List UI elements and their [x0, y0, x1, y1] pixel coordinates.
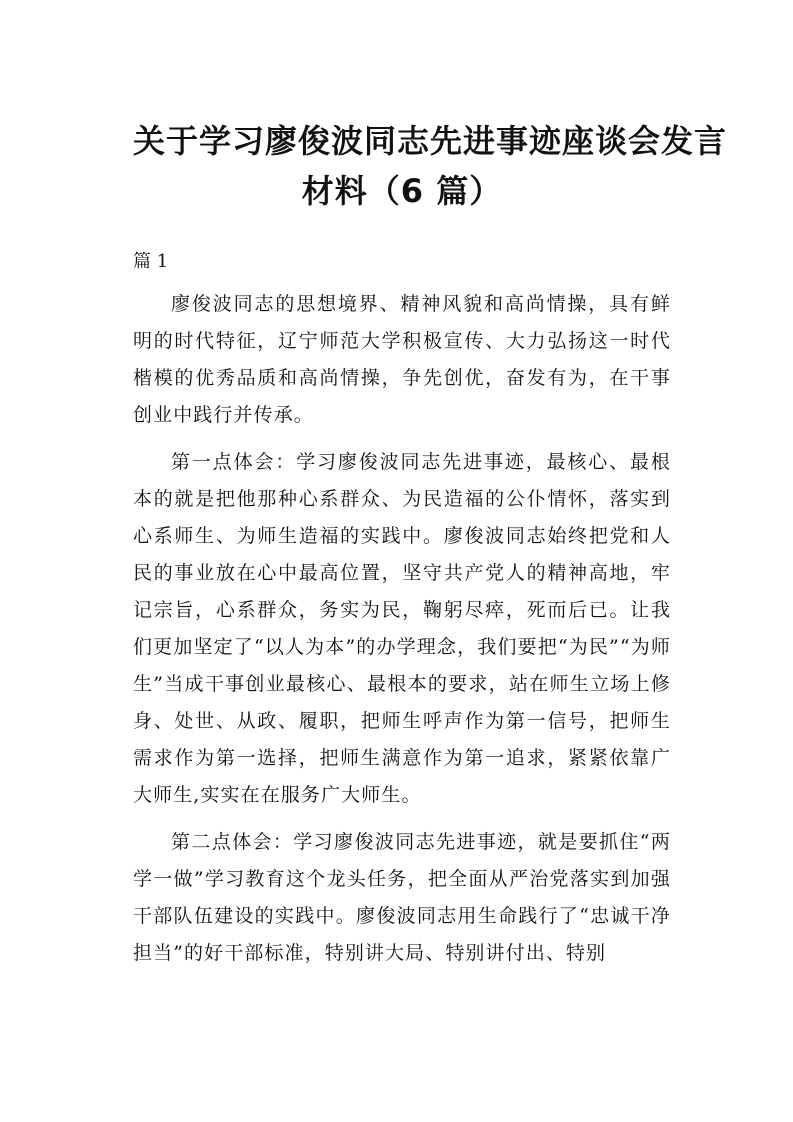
section-label: 篇 1 — [133, 251, 169, 272]
paragraph-first-insight: 第一点体会：学习廖俊波同志先进事迹，最核心、最根本的就是把他那种心系群众、为民造福的公仆情怀，落实到心系师生、为师生造福的实践中。廖俊波同志始终把党和人民的事业放在心中最高位置，坚守共产党人的精神高地，牢记宗旨，心系群众，务实为民，鞠躬尽瘁，死而后已。让我们更加坚定了“以人为本”的办学理念，我们要把“为民”“为师生”当成干事创业最核心、最根本的要求，站在师生立场上修身、处世、从政、履职，把师生呼声作为第一信号，把师生需求作为第一选择，把师生满意作为第一追求，紧紧依靠广大师生,实实在在服务广大师生。 — [133, 451, 671, 806]
paragraph-second-insight: 第二点体会：学习廖俊波同志先进事迹，就是要抓住“两学一做”学习教育这个龙头任务，把全面从严治党落实到加强干部队伍建设的实践中。廖俊波同志用生命践行了“忠诚干净担当”的好干部标准，特别讲大局、特别讲付出、特别 — [133, 831, 671, 964]
title-line-2: 材料（6 篇） — [301, 172, 503, 210]
document-title — [133, 116, 728, 216]
title-line-1: 关于学习廖俊波同志先进事迹座谈会发言 — [133, 122, 728, 160]
paragraph-intro: 廖俊波同志的思想境界、精神风貌和高尚情操，具有鲜明的时代特征，辽宁师范大学积极宣传、大力弘扬这一时代楷模的优秀品质和高尚情操，争先创优，奋发有为，在干事创业中践行并传承。 — [133, 293, 671, 426]
